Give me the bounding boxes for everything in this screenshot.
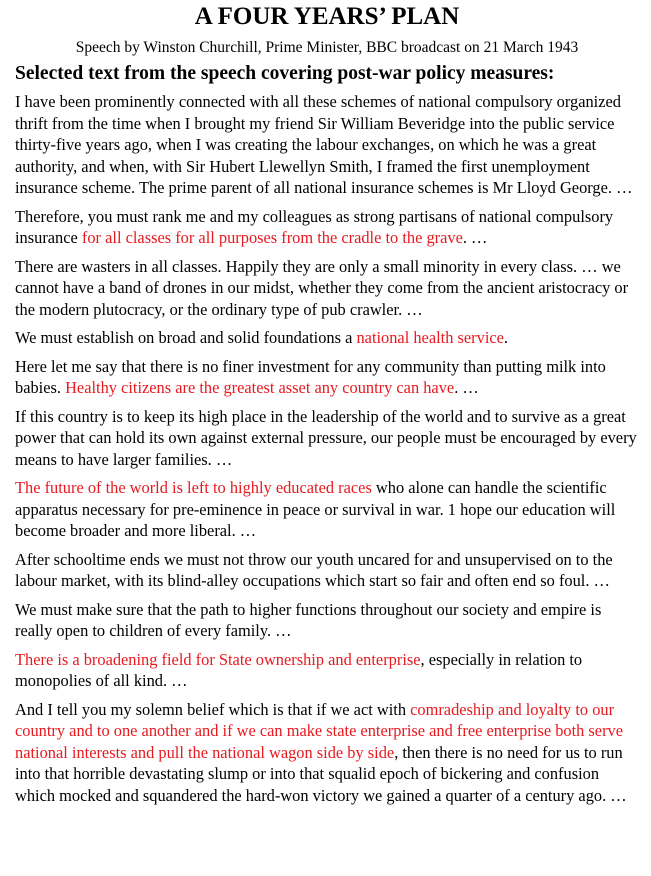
paragraph-larger-families (15, 406, 639, 471)
paragraph-milk-babies (15, 356, 639, 399)
highlighted-text: There is a broadening field for State ownership and enterprise (15, 649, 421, 669)
text-segment: . (503, 328, 509, 347)
text-segment: There are wasters in all classes. Happily they are only a small minority in every class. … we cannot have a band of drones in our midst, whether they come from the ancient aristocracy or the modern plutocracy, or the ordinary type of pub crawler. … (15, 256, 629, 319)
text-segment: After schooltime ends we must not throw our youth uncared for and unsupervised on to the labour market, with its blind-alley occupations which start so fair and often end so foul. … (15, 549, 613, 590)
paragraph-solemn-belief (15, 699, 639, 807)
highlighted-text: Healthy citizens are the greatest asset any country can have (65, 378, 455, 397)
text-segment: , especially in relation to monopolies of all kind. … (15, 649, 583, 690)
paragraph-schooltime (15, 549, 639, 592)
paragraph-education (15, 477, 639, 542)
paragraph-wasters (15, 256, 639, 321)
paragraph-health-service (15, 327, 639, 349)
document-title: A FOUR YEARS’ PLAN (194, 3, 460, 30)
paragraph-state-ownership (15, 649, 639, 692)
text-segment: Here let me say that there is no finer investment for any community than putting milk into babies. (15, 356, 606, 397)
paragraph-beveridge (15, 91, 639, 199)
document-page (0, 2, 651, 806)
text-segment: We must establish on broad and solid foundations a (15, 328, 357, 347)
text-segment: Therefore, you must rank me and my colleagues as strong partisans of national compulsory insurance (15, 206, 614, 247)
highlighted-text: for all classes for all purposes from the cradle to the grave (81, 228, 463, 247)
text-segment: I have been prominently connected with all these schemes of national compulsory organized thrift from the time when I brought my friend Sir William Beveridge into the public service thirty-five years ago, when I was creating the labour exchanges, on which he was a great authority, and when, with Sir Hubert Llewellyn Smith, I framed the first unemployment insurance scheme. The prime parent of all national insurance schemes is Mr Lloyd George. … (15, 92, 633, 197)
document-subtitle: Speech by Winston Churchill, Prime Minister, BBC broadcast on 21 March 1943 (75, 39, 579, 56)
paragraph-higher-functions (15, 599, 639, 642)
text-segment: And I tell you my solemn belief which is that if we act with (15, 699, 411, 719)
text-segment: , then there is no need for us to run into that horrible devastating slump or into that squalid epoch of bickering and confusion which mocked and squandered the hard-won victory we gained a quarter of a century ago. … (15, 742, 627, 805)
highlighted-text: The future of the world is left to highly educated races (15, 478, 372, 497)
text-segment: . … (462, 228, 488, 247)
text-segment: . … (454, 378, 479, 397)
text-segment: who alone can handle the scientific apparatus necessary for pre-eminence in peace or survival in war. 1 hope our education will become broader and more liberal. … (15, 478, 616, 540)
text-segment: We must make sure that the path to higher functions throughout our society and empire is really open to children of every family. … (15, 599, 602, 640)
highlighted-text: national health service (356, 328, 504, 347)
paragraph-national-insurance (15, 206, 639, 249)
speech-excerpts (15, 91, 639, 806)
text-segment: If this country is to keep its high place in the leadership of the world and to survive as a great power that can hold its own against external pressure, our people must be encouraged by every means to have larger families. … (15, 406, 637, 469)
section-heading: Selected text from the speech covering post-war policy measures: (15, 63, 555, 84)
highlighted-text: comradeship and loyalty to our country and to one another and if we can make state enterprise and free enterprise both serve national interests and pull the national wagon side by side (15, 699, 624, 762)
